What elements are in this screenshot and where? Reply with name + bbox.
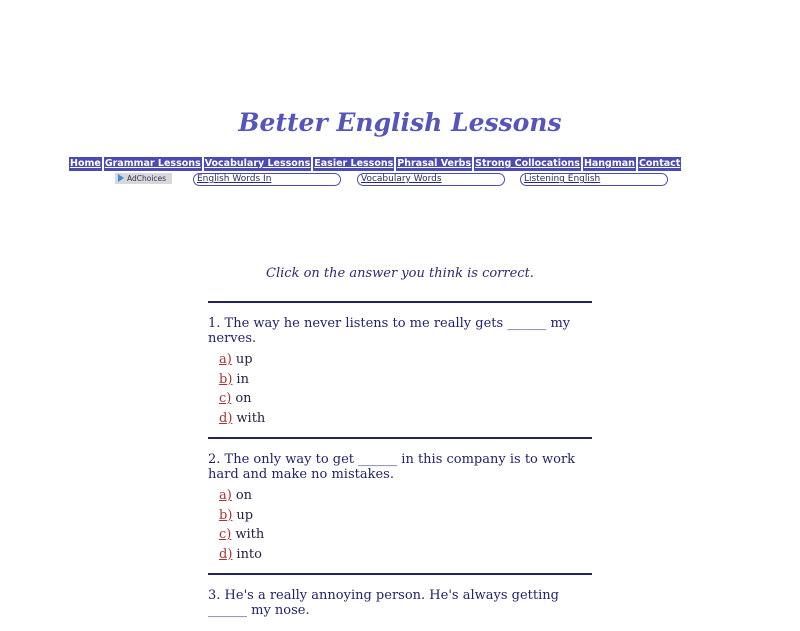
quiz <box>208 301 592 631</box>
nav-phrasal-verbs-link[interactable]: Phrasal Verbs <box>397 158 472 169</box>
quiz-instructions: Click on the answer you think is correct. <box>266 266 534 281</box>
answer-letter-link[interactable]: d) <box>219 546 233 562</box>
ad-link-english-words-in[interactable]: English Words In <box>193 173 341 186</box>
question-2 <box>208 439 592 573</box>
answer-text: on <box>235 391 252 406</box>
nav-easier-lessons-link[interactable]: Easier Lessons <box>314 158 394 169</box>
adchoices-button[interactable] <box>115 173 172 184</box>
answer-option[interactable] <box>219 486 592 506</box>
nav-strong-collocations-link[interactable]: Strong Collocations <box>475 158 580 169</box>
nav-vocabulary-lessons-link[interactable]: Vocabulary Lessons <box>204 158 311 169</box>
nav-contact-link[interactable]: Contact <box>638 158 681 169</box>
answer-text: on <box>235 488 253 503</box>
answer-options <box>208 486 592 564</box>
question-1 <box>208 303 592 437</box>
answer-option[interactable] <box>219 506 592 526</box>
main-nav <box>69 157 681 171</box>
answer-option[interactable] <box>219 409 592 429</box>
adchoices-icon <box>118 174 124 182</box>
answer-option[interactable] <box>219 389 592 409</box>
question-text: 3. He's a really annoying person. He's always getting ______ my nose. <box>208 588 559 618</box>
adchoices-label: AdChoices <box>127 174 167 183</box>
answer-option[interactable] <box>219 350 592 370</box>
answer-option[interactable] <box>219 545 592 565</box>
answer-letter-link[interactable]: d) <box>219 410 233 426</box>
answer-letter-link[interactable]: a) <box>219 352 232 367</box>
question-3 <box>208 575 592 631</box>
ad-link-listening-english[interactable]: Listening English <box>520 173 668 186</box>
answer-text: with <box>235 527 265 542</box>
answer-options <box>208 350 592 428</box>
answer-letter-link[interactable]: c) <box>219 391 232 406</box>
answer-text: with <box>236 410 266 426</box>
ad-links-row <box>0 173 800 187</box>
answer-text: in <box>236 371 249 387</box>
nav-grammar-lessons-link[interactable]: Grammar Lessons <box>104 158 201 169</box>
nav-hangman-link[interactable]: Hangman <box>583 158 635 169</box>
answer-letter-link[interactable]: a) <box>219 488 232 503</box>
answer-letter-link[interactable]: b) <box>219 507 233 523</box>
site-title: Better English Lessons <box>238 108 562 137</box>
answer-text: up <box>236 507 254 523</box>
answer-text: into <box>236 546 262 562</box>
answer-letter-link[interactable]: b) <box>219 371 233 387</box>
nav-home-link[interactable]: Home <box>70 158 101 169</box>
answer-option[interactable] <box>219 370 592 390</box>
answer-text: up <box>235 352 253 367</box>
answer-letter-link[interactable]: c) <box>219 527 232 542</box>
answer-option[interactable] <box>219 525 592 545</box>
ad-link-vocabulary-words[interactable]: Vocabulary Words <box>357 173 505 186</box>
question-text: 2. The only way to get ______ in this company is to work hard and make no mistakes. <box>208 452 576 482</box>
question-text: 1. The way he never listens to me really gets ______ my nerves. <box>208 316 571 346</box>
